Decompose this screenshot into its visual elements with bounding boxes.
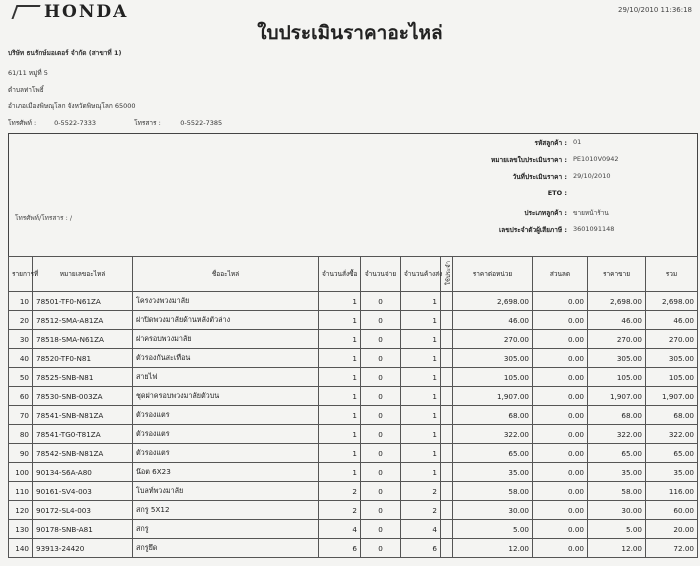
table-cell: น๊อต 6X23 — [133, 463, 319, 482]
table-cell: 6 — [401, 539, 441, 558]
table-cell: 78542-SNB-N81ZA — [33, 444, 133, 463]
table-row — [9, 349, 698, 368]
table-cell: 1 — [319, 425, 361, 444]
table-cell: 270.00 — [646, 330, 698, 349]
table-cell: ฝาครอบพวงมาลัย — [133, 330, 319, 349]
table-cell: 322.00 — [646, 425, 698, 444]
table-cell: 0 — [361, 501, 401, 520]
table-cell: 0.00 — [533, 330, 588, 349]
phone-value: 0-5522-7333 — [54, 119, 96, 127]
table-cell: 105.00 — [453, 368, 533, 387]
table-row — [9, 292, 698, 311]
table-cell: 5.00 — [588, 520, 646, 539]
table-cell — [441, 368, 453, 387]
table-cell: 322.00 — [453, 425, 533, 444]
table-cell: 2,698.00 — [646, 292, 698, 311]
table-cell: 70 — [9, 406, 33, 425]
table-cell: 10 — [9, 292, 33, 311]
table-cell: 2 — [401, 482, 441, 501]
table-cell — [441, 539, 453, 558]
table-cell: 1,907.00 — [646, 387, 698, 406]
table-cell: 46.00 — [453, 311, 533, 330]
table-cell: 0 — [361, 406, 401, 425]
table-cell: 0.00 — [533, 520, 588, 539]
table-cell: 270.00 — [453, 330, 533, 349]
table-row — [9, 368, 698, 387]
table-cell: สกรู 5X12 — [133, 501, 319, 520]
table-cell: 0 — [361, 387, 401, 406]
table-cell: 0.00 — [533, 387, 588, 406]
table-cell: 1 — [401, 292, 441, 311]
table-cell: 105.00 — [588, 368, 646, 387]
table-cell: 78512-SMA-A81ZA — [33, 311, 133, 330]
table-cell: 30.00 — [453, 501, 533, 520]
table-row — [9, 444, 698, 463]
table-cell: 100 — [9, 463, 33, 482]
col-qty-backorder: จำนวนค้างส่ง — [401, 257, 441, 292]
table-cell: 58.00 — [453, 482, 533, 501]
table-cell: 30 — [9, 330, 33, 349]
table-cell: 68.00 — [588, 406, 646, 425]
field-estimate-number: หมายเลขใบประเมินราคา : PE1010V0942 — [490, 155, 619, 164]
table-cell: 305.00 — [588, 349, 646, 368]
col-total: รวม — [646, 257, 698, 292]
field-customer-code: รหัสลูกค้า : 01 — [534, 138, 582, 147]
table-cell: 130 — [9, 520, 33, 539]
table-cell: 1,907.00 — [588, 387, 646, 406]
table-cell: 65.00 — [646, 444, 698, 463]
table-cell: 80 — [9, 425, 33, 444]
table-cell: 1 — [319, 368, 361, 387]
company-contact — [8, 118, 222, 128]
company-name: บริษัท ธนรักษ์มอเตอร์ จำกัด (สาขาที่ 1) — [8, 49, 122, 57]
table-cell: 0 — [361, 539, 401, 558]
table-cell: 1 — [319, 406, 361, 425]
table-cell: 90134-S6A-A80 — [33, 463, 133, 482]
table-cell: 0 — [361, 482, 401, 501]
table-cell: สกรูยึด — [133, 539, 319, 558]
table-cell — [441, 444, 453, 463]
table-cell — [441, 387, 453, 406]
table-cell: 1 — [319, 292, 361, 311]
table-row — [9, 330, 698, 349]
table-cell: สายไฟ — [133, 368, 319, 387]
company-address-3: อำเภอเมืองพิษณุโลก จังหวัดพิษณุโลก 65000 — [8, 102, 136, 110]
table-cell — [441, 482, 453, 501]
table-cell: 0.00 — [533, 406, 588, 425]
table-cell: 65.00 — [453, 444, 533, 463]
table-row — [9, 387, 698, 406]
table-cell: 105.00 — [646, 368, 698, 387]
table-cell: 58.00 — [588, 482, 646, 501]
table-cell: 110 — [9, 482, 33, 501]
table-cell: 2 — [319, 501, 361, 520]
table-cell: 4 — [401, 520, 441, 539]
table-cell: 90161-SV4-003 — [33, 482, 133, 501]
table-cell: 0.00 — [533, 463, 588, 482]
field-tax-id: เลขประจำตัวผู้เสียภาษี : 3601091148 — [499, 225, 615, 234]
table-cell: 78518-SMA-N61ZA — [33, 330, 133, 349]
table-cell — [441, 311, 453, 330]
table-cell: 6 — [319, 539, 361, 558]
table-row — [9, 482, 698, 501]
table-cell: 78525-SNB-N81 — [33, 368, 133, 387]
table-cell: ตัวรองแตร — [133, 406, 319, 425]
table-row — [9, 425, 698, 444]
document-title: ใบประเมินราคาอะไหล่ — [257, 22, 443, 44]
table-cell: 120 — [9, 501, 33, 520]
fax-label: โทรสาร : — [134, 119, 161, 127]
table-cell: 1 — [401, 349, 441, 368]
table-cell: 1 — [401, 425, 441, 444]
table-cell: 1 — [319, 311, 361, 330]
col-regular: ใช้ประจำ — [441, 257, 453, 292]
col-item-no: รายการที่ — [9, 257, 33, 292]
field-estimate-date: วันที่ประเมินราคา : 29/10/2010 — [512, 172, 611, 181]
table-cell: 4 — [319, 520, 361, 539]
table-cell — [441, 463, 453, 482]
col-part-name: ชื่ออะไหล่ — [133, 257, 319, 292]
company-address-1: 61/11 หมู่ที่ 5 — [8, 69, 48, 77]
table-cell: 1 — [401, 330, 441, 349]
table-cell: 2,698.00 — [453, 292, 533, 311]
table-cell: 12.00 — [588, 539, 646, 558]
table-cell: 1 — [319, 387, 361, 406]
table-cell: 60 — [9, 387, 33, 406]
table-cell: 1 — [401, 406, 441, 425]
table-cell: 30.00 — [588, 501, 646, 520]
print-timestamp: 29/10/2010 11:36:18 — [617, 6, 692, 14]
table-cell: 305.00 — [646, 349, 698, 368]
table-cell: 1,907.00 — [453, 387, 533, 406]
table-cell: 90172-SL4-003 — [33, 501, 133, 520]
table-header-row — [9, 257, 698, 292]
table-cell: 1 — [401, 387, 441, 406]
table-row — [9, 520, 698, 539]
table-cell: 0 — [361, 349, 401, 368]
table-cell: 2 — [401, 501, 441, 520]
table-cell: 0 — [361, 520, 401, 539]
table-cell: 2,698.00 — [588, 292, 646, 311]
table-cell: 2 — [319, 482, 361, 501]
table-cell: 0.00 — [533, 539, 588, 558]
parts-table — [8, 256, 698, 558]
table-cell: 0.00 — [533, 349, 588, 368]
brand-text: HONDA — [44, 2, 129, 22]
table-cell: ฝาปิดพวงมาลัยด้านหลังตัวล่าง — [133, 311, 319, 330]
col-qty-issued: จำนวนจ่าย — [361, 257, 401, 292]
table-cell: 116.00 — [646, 482, 698, 501]
table-cell — [441, 349, 453, 368]
table-cell: 322.00 — [588, 425, 646, 444]
table-cell: 0.00 — [533, 425, 588, 444]
col-discount: ส่วนลด — [533, 257, 588, 292]
col-part-number: หมายเลขอะไหล่ — [33, 257, 133, 292]
table-cell: โบลท์พวงมาลัย — [133, 482, 319, 501]
table-cell: 1 — [319, 463, 361, 482]
table-cell: 0 — [361, 444, 401, 463]
table-cell: 12.00 — [453, 539, 533, 558]
table-cell: 72.00 — [646, 539, 698, 558]
table-cell — [441, 330, 453, 349]
table-cell: ตัวรองแตร — [133, 425, 319, 444]
table-cell — [441, 406, 453, 425]
table-cell — [441, 501, 453, 520]
table-cell: ตัวรองแตร — [133, 444, 319, 463]
phone-label: โทรศัพท์ : — [8, 119, 37, 127]
wing-icon — [11, 5, 40, 19]
table-cell: 5.00 — [453, 520, 533, 539]
table-cell: 0 — [361, 292, 401, 311]
table-cell: 0 — [361, 311, 401, 330]
table-cell: 78520-TF0-N81 — [33, 349, 133, 368]
table-cell: 90 — [9, 444, 33, 463]
table-cell: 35.00 — [453, 463, 533, 482]
table-cell: ตัวรองกันสะเทือน — [133, 349, 319, 368]
table-cell: 0.00 — [533, 501, 588, 520]
table-cell: 1 — [401, 311, 441, 330]
col-unit-price: ราคาต่อหน่วย — [453, 257, 533, 292]
table-cell: ชุดฝาครอบพวงมาลัยตัวบน — [133, 387, 319, 406]
table-cell: 20.00 — [646, 520, 698, 539]
table-cell: 0.00 — [533, 368, 588, 387]
field-eto: ETO : — [547, 189, 567, 197]
table-cell: 0 — [361, 425, 401, 444]
table-cell: 0 — [361, 330, 401, 349]
document-info-box — [8, 133, 698, 257]
table-cell: 1 — [401, 463, 441, 482]
fax-value: 0-5522-7385 — [180, 119, 223, 127]
table-cell: 0 — [361, 463, 401, 482]
table-cell: 78530-SNB-003ZA — [33, 387, 133, 406]
table-cell: 93913-24420 — [33, 539, 133, 558]
table-row — [9, 501, 698, 520]
table-cell: 90178-SNB-A81 — [33, 520, 133, 539]
col-sale-price: ราคาขาย — [588, 257, 646, 292]
table-cell — [441, 520, 453, 539]
table-cell: 1 — [319, 444, 361, 463]
table-row — [9, 311, 698, 330]
table-cell: 270.00 — [588, 330, 646, 349]
table-cell: 305.00 — [453, 349, 533, 368]
table-cell: 0.00 — [533, 444, 588, 463]
table-cell: สกรู — [133, 520, 319, 539]
table-cell: 68.00 — [453, 406, 533, 425]
table-cell: 40 — [9, 349, 33, 368]
table-cell: 60.00 — [646, 501, 698, 520]
table-cell: 0.00 — [533, 482, 588, 501]
table-cell: 46.00 — [588, 311, 646, 330]
table-cell: 78541-TG0-T81ZA — [33, 425, 133, 444]
customer-phone: โทรศัพท์/โทรสาร : / — [15, 214, 73, 222]
table-cell: 65.00 — [588, 444, 646, 463]
table-cell: 68.00 — [646, 406, 698, 425]
table-cell — [441, 425, 453, 444]
field-customer-type: ประเภทลูกค้า : ขายหน้าร้าน — [524, 209, 609, 217]
table-cell: 0 — [361, 368, 401, 387]
table-cell: 78541-SNB-N81ZA — [33, 406, 133, 425]
table-cell: 46.00 — [646, 311, 698, 330]
table-row — [9, 406, 698, 425]
table-cell: 1 — [401, 368, 441, 387]
table-row — [9, 463, 698, 482]
table-cell: 0.00 — [533, 311, 588, 330]
company-address-2: ตำบลท่าโพธิ์ — [8, 86, 44, 94]
table-cell: โครงวงพวงมาลัย — [133, 292, 319, 311]
table-cell — [441, 292, 453, 311]
table-cell: 1 — [319, 349, 361, 368]
table-cell: 35.00 — [646, 463, 698, 482]
table-cell: 140 — [9, 539, 33, 558]
table-cell: 20 — [9, 311, 33, 330]
col-qty-ordered: จำนวนสั่งซื้อ — [319, 257, 361, 292]
table-cell: 1 — [319, 330, 361, 349]
table-cell: 50 — [9, 368, 33, 387]
table-cell: 35.00 — [588, 463, 646, 482]
table-cell: 0.00 — [533, 292, 588, 311]
table-cell: 1 — [401, 444, 441, 463]
table-cell: 78501-TF0-N61ZA — [33, 292, 133, 311]
table-row — [9, 539, 698, 558]
